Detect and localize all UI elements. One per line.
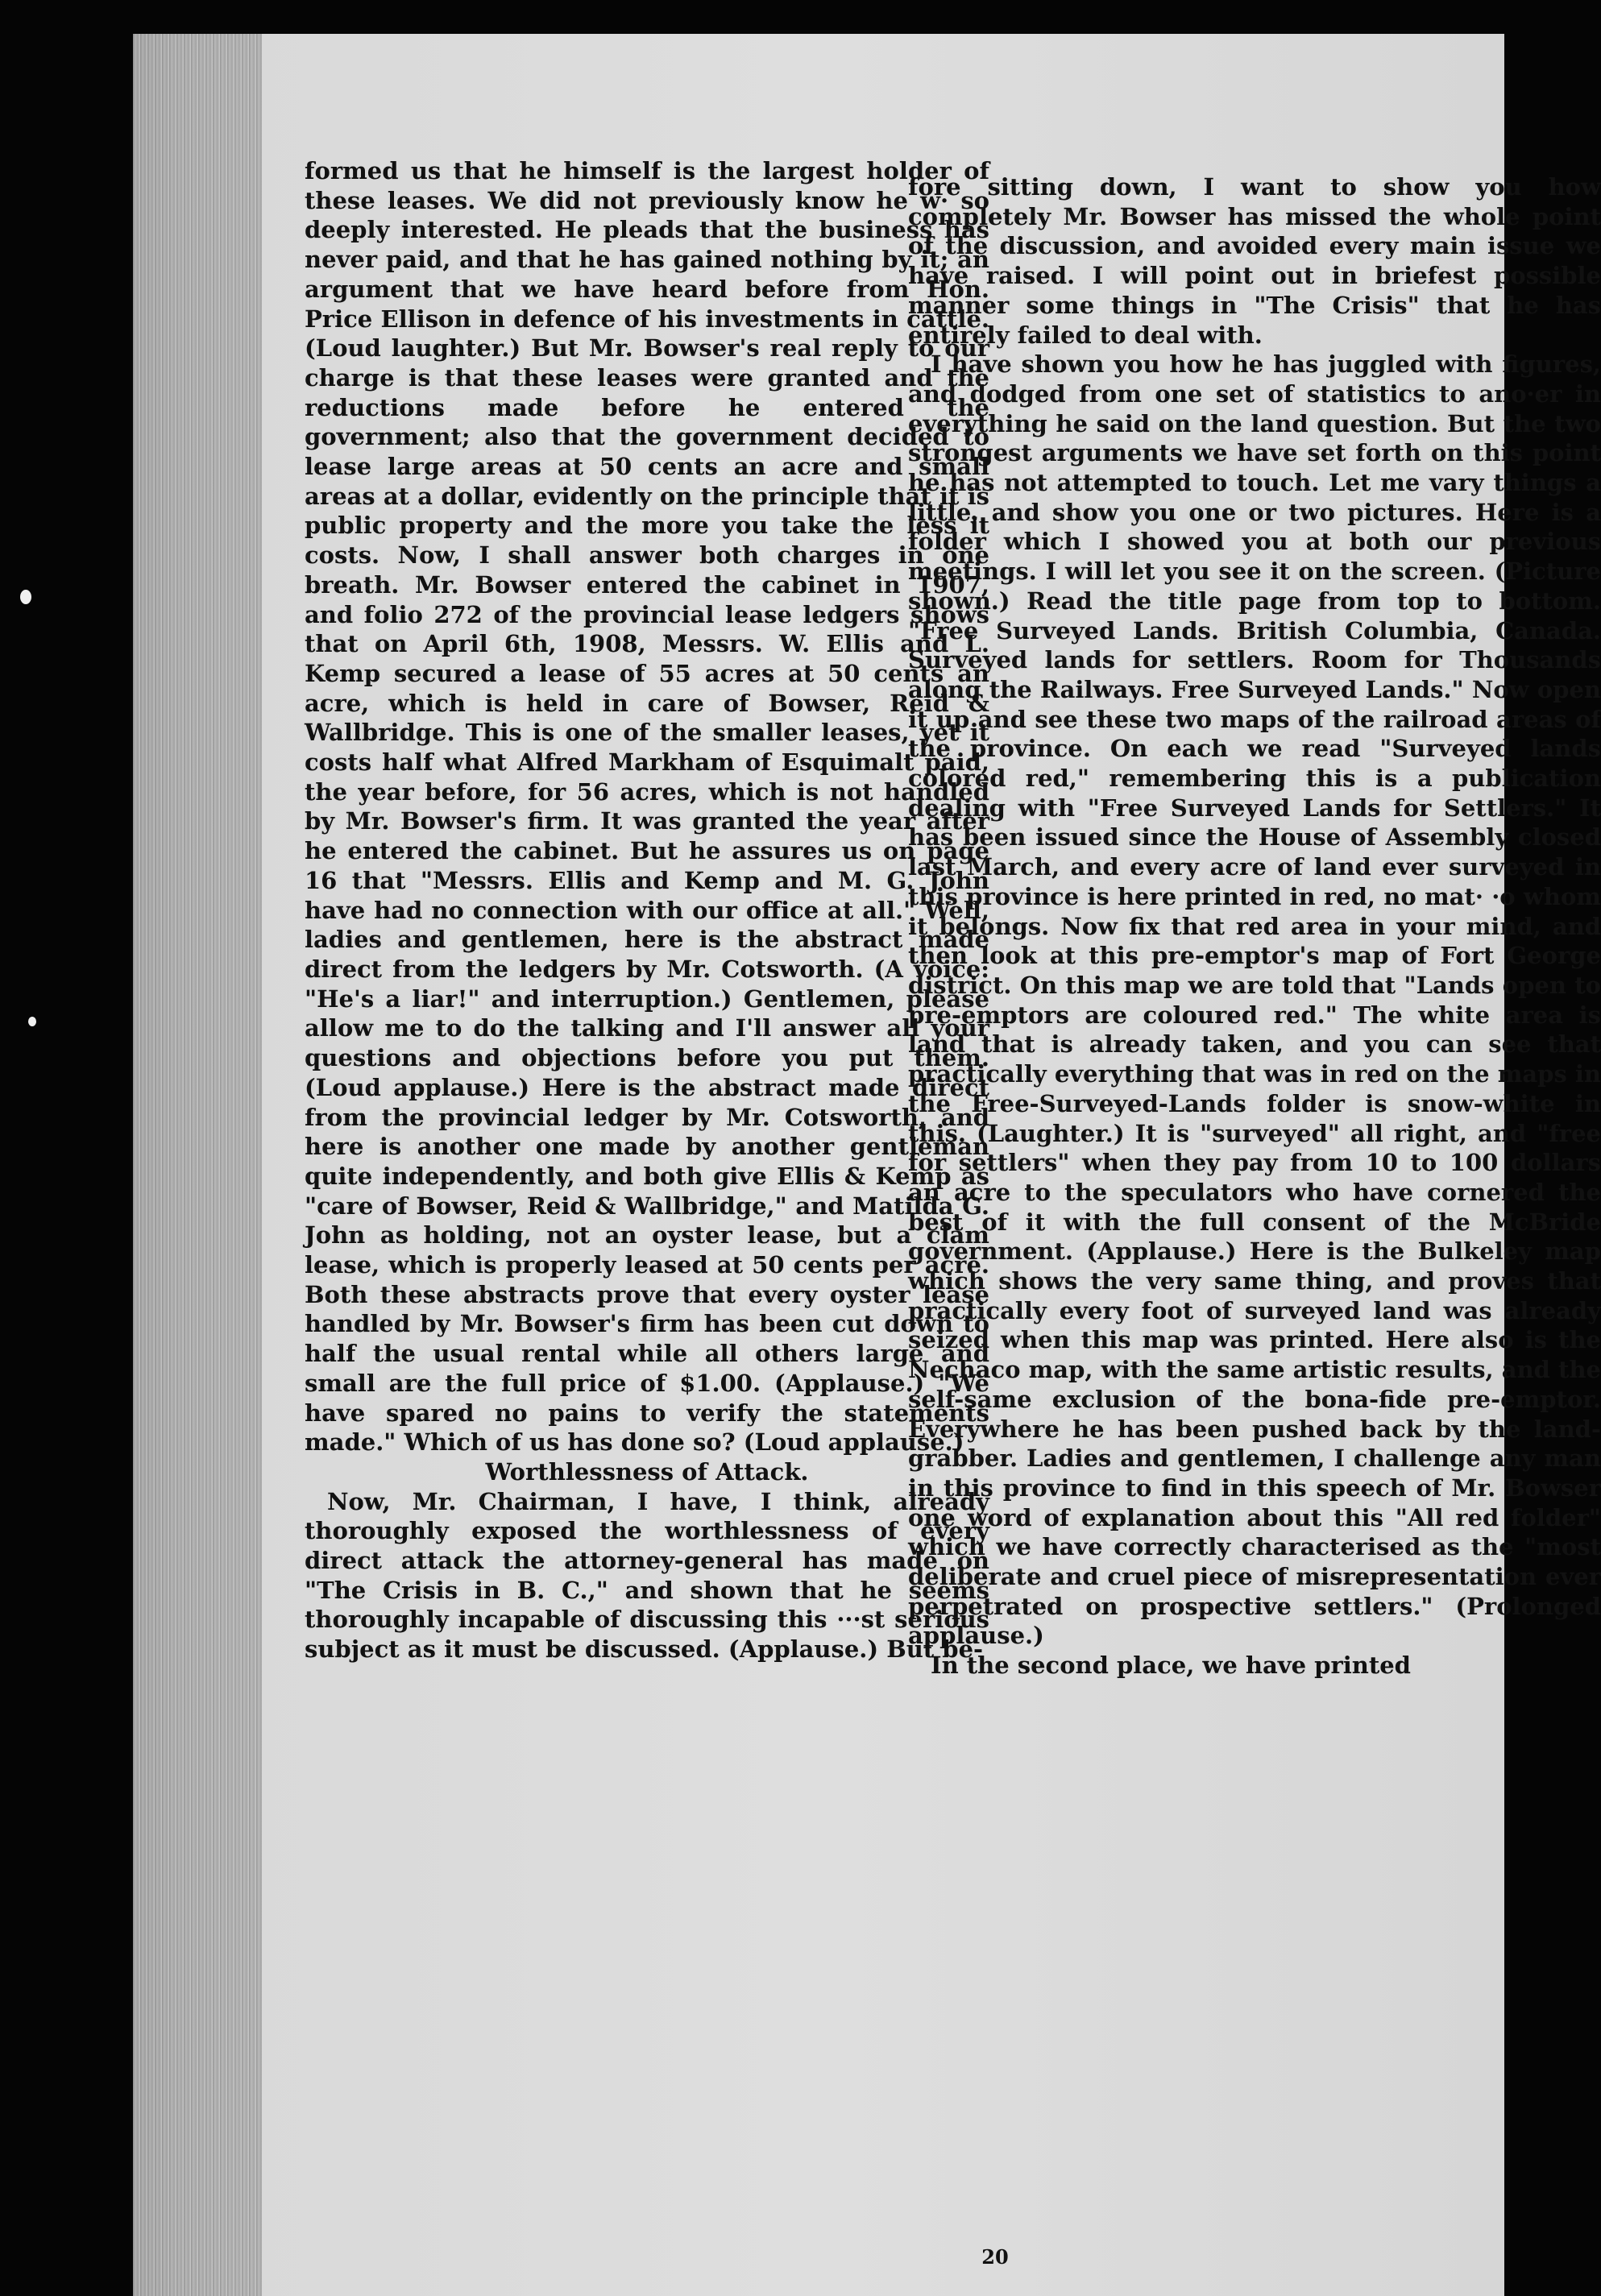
- page-number: 20: [981, 2245, 1009, 2269]
- scan-speck: [20, 590, 31, 604]
- paragraph: In the second place, we have printed: [931, 1652, 1411, 1680]
- scan-speck: [28, 1017, 36, 1026]
- paragraph: I have shown you how he has juggled with figures, and dodged from one set of statistics to ano·er in everything he said on the land question. But the two strongest arguments we have set forth on this point he has not attempted to touch. Let me vary things a little, and show you one or two pictures. Here is a folder which I showed you at both our previous meetings. I will let you see it on the screen. (Picture shown.) Read the title page from top to bottom. "Free Surveyed Lands. British Columbia, Canada. Surveyed lands for settlers. Room for Thousands along the Railways. Free Surveyed Lands." Now open it up and see these two maps of the railroad areas of the province. On each we read "Surveyed lands colored red," remembering this is a publication dealing with "Free Surveyed Lands for Settlers." It has been issued since the House of Assembly closed last March, and every acre of land ever surveyed in this province is here printed in red, no mat· ·o whom it belongs. Now fix that red area in your mind, and then look at this pre-emptor's map of Fort George district. On this map we are told that "Lands open to pre-emptors are coloured red." The white area is land that is already taken, and you can see that practically everything that was in red on the maps in the Free-Surveyed-Lands folder is snow-white in this. (Laughter.) It is "surveyed" all right, and "free for settlers" when they pay from 10 to 100 dollars an acre to the speculators who have cornered the best of it with the full consent of the McBride government. (Applause.) Here is the Bulkeley map which shows the very same thing, and proves that practically every foot of surveyed land was already seized when this map was printed. Here also is the Nechaco map, with the same artistic results, and the self-same exclusion of the bona-fide pre-emptor. Everywhere he has been pushed back by the land-grabber. Ladies and gentlemen, I challenge any man in this province to find in this speech of Mr. Bowser one word of explanation about this "All red folder" which we have correctly characterised as the "most deliberate and cruel piece of misrepresentation ever perpetrated on prospective settlers." (Prolonged applause.): [908, 350, 1601, 1650]
- left-text-column: [305, 156, 989, 1664]
- paragraph: formed us that he himself is the largest holder of these leases. We did not previously know he w· so deeply interested. He pleads that the business has never paid, and that he has gained nothing by it; an argument that we have heard before from Hon. Price Ellison in defence of his investments in cattle. (Loud laughter.) But Mr. Bowser's real reply to our charge is that these leases were granted and the reductions made before he entered the government; also that the government decided to lease large areas at 50 cents an acre and small areas at a dollar, evidently on the principle that it is public property and the more you take the less it costs. Now, I shall answer both charges in one breath. Mr. Bowser entered the cabinet in 1907, and folio 272 of the provincial lease ledgers shows that on April 6th, 1908, Messrs. W. Ellis and L. Kemp secured a lease of 55 acres at 50 cents an acre, which is held in care of Bowser, Reid & Wallbridge. This is one of the smaller leases, yet it costs half what Alfred Markham of Esquimalt paid, the year before, for 56 acres, which is not handled by Mr. Bowser's firm. It was granted the year after he entered the cabinet. But he assures us on page 16 that "Messrs. Ellis and Kemp and M. G. John have had no connection with our office at all." Well, ladies and gentlemen, here is the abstract made direct from the ledgers by Mr. Cotsworth. (A voice: "He's a liar!" and interruption.) Gentlemen, please allow me to do the talking and I'll answer all your questions and objections before you put them. (Loud applause.) Here is the abstract made direct from the provincial ledger by Mr. Cotsworth, and here is another one made by another gentleman quite independently, and both give Ellis & Kemp as "care of Bowser, Reid & Wallbridge," and Matilda G. John as holding, not an oyster lease, but a clam lease, which is properly leased at 50 cents per acre. Both these abstracts prove that every oyster lease handled by Mr. Bowser's firm has been cut down to half the usual rental while all others large and small are the full price of $1.00. (Applause.) "We have spared no pains to verify the statements made." Which of us has done so? (Loud applause.): [305, 157, 989, 1457]
- paragraph: fore sitting down, I want to show you how completely Mr. Bowser has missed the whole point of the discussion, and avoided every main issue we have raised. I will point out in briefest possible manner some things in "The Crisis" that he has entirely failed to deal with.: [908, 173, 1601, 349]
- paragraph: Now, Mr. Chairman, I have, I think, already thoroughly exposed the worthlessness of every direct attack the attorney-general has made on "The Crisis in B. C.," and shown that he seems thoroughly incapable of discussing this ···st serious subject as it must be discussed. (Applause.) But be-: [305, 1487, 989, 1664]
- scanned-page: [133, 34, 1601, 2296]
- page-binding-shadow: [133, 34, 262, 2296]
- section-heading: Worthlessness of Attack.: [485, 1457, 809, 1486]
- right-text-column: [908, 172, 1601, 1681]
